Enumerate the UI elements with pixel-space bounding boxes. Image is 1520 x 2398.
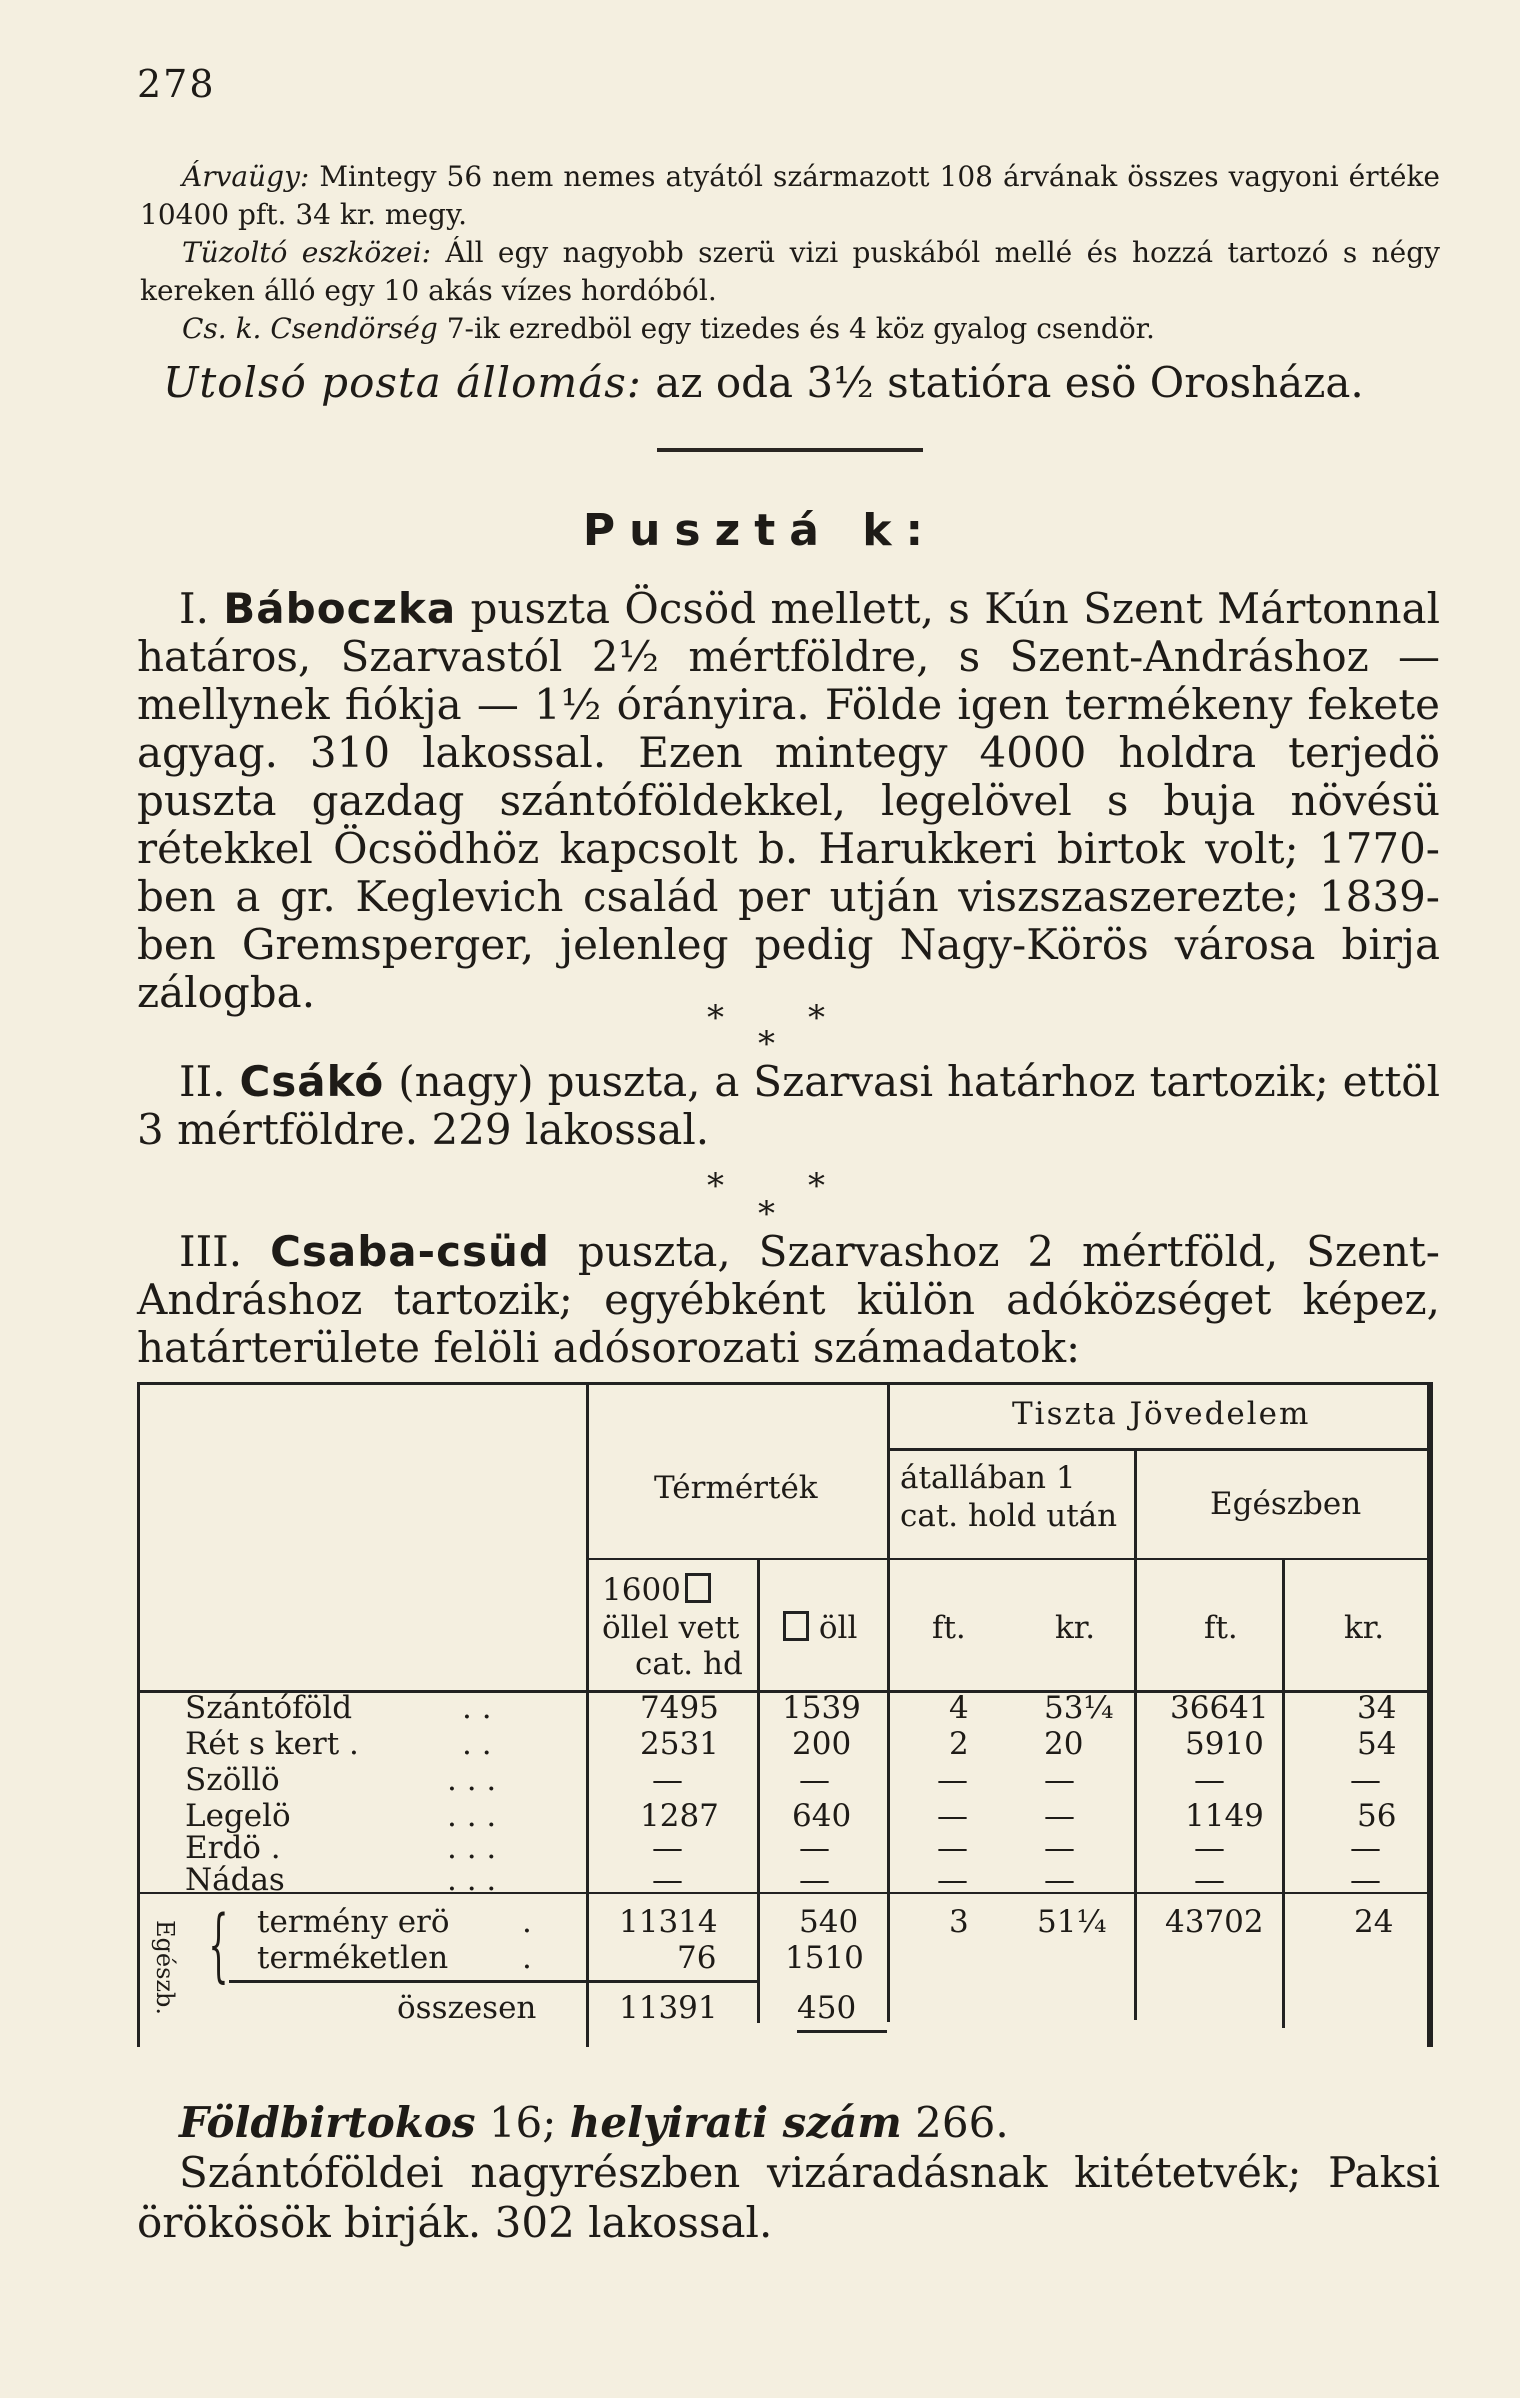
tiszta-underline bbox=[887, 1448, 1427, 1451]
header-oll: öll bbox=[779, 1610, 857, 1646]
cell-value: — bbox=[1044, 1798, 1075, 1834]
entry-1-number: I. bbox=[179, 584, 224, 633]
cell-value: 36641 bbox=[1170, 1690, 1269, 1726]
cell-value: — bbox=[937, 1798, 968, 1834]
statistics-table bbox=[137, 1360, 1433, 2080]
termeketlen-label: terméketlen bbox=[257, 1940, 449, 1976]
cell-value: — bbox=[1194, 1830, 1225, 1866]
sum-rule bbox=[229, 1980, 759, 1983]
utolso-frac: ½ bbox=[833, 358, 874, 407]
row-label: Szántóföld bbox=[185, 1690, 353, 1726]
helyirat-value: 266. bbox=[901, 2098, 1009, 2147]
entry-2-text: (nagy) puszta, a Szarvasi határhoz tartozik; ettöl 3 mértföldre. 229 lakossal. bbox=[137, 1057, 1441, 1154]
cell-value: 7495 bbox=[640, 1690, 719, 1726]
cell-value: 2 bbox=[949, 1726, 969, 1762]
asterisk-1: * bbox=[707, 998, 724, 1038]
cell-value: — bbox=[1350, 1762, 1381, 1798]
csendor-label: Cs. k. Csendörség bbox=[182, 312, 438, 345]
cell-value: — bbox=[1044, 1762, 1075, 1798]
header-tiszta: Tiszta Jövedelem bbox=[1012, 1396, 1311, 1432]
section-heading: Pusztá k: bbox=[582, 505, 938, 556]
entry-3-text: puszta, Szarvashoz 2 mértföld, Szent-Andráshoz tartozik; egyébként külön adóközséget képez, határterülete felöli adósorozati számadatok: bbox=[137, 1227, 1440, 1372]
asterisk-4: * bbox=[707, 1166, 724, 1206]
header-mid-rule bbox=[586, 1558, 1427, 1560]
tuzolto-paragraph bbox=[140, 234, 1440, 310]
table-top-rule bbox=[137, 1382, 1433, 1385]
cell-value: 20 bbox=[1044, 1726, 1084, 1762]
asterisk-3: * bbox=[758, 1024, 775, 1064]
row-dot: . bbox=[522, 1940, 532, 1976]
col-divider-2 bbox=[757, 1558, 760, 2023]
row-label: Nádas bbox=[185, 1862, 285, 1898]
cell-value: 1287 bbox=[640, 1798, 719, 1834]
utolso-text-a: az oda 3 bbox=[641, 358, 834, 407]
table-right-border bbox=[1427, 1382, 1433, 2047]
entry-3-name: Csaba-csüd bbox=[270, 1227, 550, 1276]
header-ft-1: ft. bbox=[932, 1610, 966, 1646]
col-divider-4 bbox=[1134, 1448, 1137, 2020]
cell-value: — bbox=[937, 1862, 968, 1898]
cell-value: 200 bbox=[792, 1726, 852, 1762]
tuzolto-label: Tüzoltó eszközei: bbox=[182, 236, 431, 269]
header-egeszben: Egészben bbox=[1210, 1486, 1362, 1522]
row-dot: . bbox=[522, 1904, 532, 1940]
row-dots: . . . bbox=[447, 1798, 497, 1834]
col-divider-1 bbox=[586, 1382, 589, 2047]
cell-value: 2531 bbox=[640, 1726, 719, 1762]
cell-value: — bbox=[937, 1762, 968, 1798]
cell-value: — bbox=[652, 1830, 683, 1866]
header-kr-2: kr. bbox=[1344, 1610, 1385, 1646]
utolso-text-b: statióra esö Orosháza. bbox=[873, 358, 1364, 407]
row-label: Rét s kert . bbox=[185, 1726, 359, 1762]
termeketlen-c1: 76 bbox=[677, 1940, 717, 1976]
col-divider-3 bbox=[887, 1382, 890, 2022]
header-atlag-1: átallában 1 bbox=[900, 1460, 1076, 1496]
body-bottom-rule bbox=[137, 1892, 1433, 1894]
cell-value: — bbox=[1350, 1862, 1381, 1898]
cell-value: — bbox=[1044, 1862, 1075, 1898]
cell-value: 56 bbox=[1357, 1798, 1397, 1834]
row-dots: . . . bbox=[447, 1762, 497, 1798]
szantofoldei-paragraph: Szántóföldei nagyrészben vizáradásnak kitétetvék; Paksi örökösök birják. 302 lakossal. bbox=[137, 2148, 1440, 2247]
csendor-paragraph bbox=[140, 310, 1440, 348]
page-number: 278 bbox=[137, 62, 216, 106]
table-left-border bbox=[137, 1382, 140, 2047]
arva-paragraph bbox=[140, 158, 1440, 234]
termeny-c3: 3 bbox=[949, 1904, 969, 1940]
row-dots: . . bbox=[462, 1726, 492, 1762]
cell-value: — bbox=[1350, 1830, 1381, 1866]
utolso-label: Utolsó posta állomás: bbox=[163, 358, 642, 407]
entry-baboczka bbox=[137, 585, 1440, 1017]
entry-1-name: Báboczka bbox=[223, 584, 457, 633]
cell-value: — bbox=[799, 1830, 830, 1866]
header-kr-1: kr. bbox=[1055, 1610, 1096, 1646]
osszesen-label: összesen bbox=[397, 1990, 537, 2026]
header-ollel-vett: öllel vett bbox=[602, 1610, 740, 1646]
osszesen-c1: 11391 bbox=[619, 1990, 718, 2026]
header-ft-2: ft. bbox=[1204, 1610, 1238, 1646]
section-divider bbox=[657, 448, 923, 452]
side-label-egeszb: Egészb. bbox=[151, 1920, 179, 2016]
asterisk-5: * bbox=[808, 1166, 825, 1206]
row-dots: . . . bbox=[447, 1862, 497, 1898]
cell-value: 34 bbox=[1357, 1690, 1397, 1726]
header-atlag-2: cat. hold után bbox=[900, 1498, 1118, 1534]
header-1600: 1600 bbox=[602, 1572, 711, 1608]
arva-label: Árvaügy: bbox=[182, 160, 310, 193]
cell-value: — bbox=[1194, 1862, 1225, 1898]
cell-value: 53¼ bbox=[1044, 1690, 1114, 1726]
cell-value: — bbox=[1044, 1830, 1075, 1866]
asterisk-2: * bbox=[808, 998, 825, 1038]
row-dots: . . . bbox=[447, 1830, 497, 1866]
entry-2-name: Csákó bbox=[239, 1057, 385, 1106]
cell-value: 5910 bbox=[1185, 1726, 1264, 1762]
fold-label: Földbirtokos bbox=[179, 2098, 476, 2147]
cell-value: — bbox=[799, 1762, 830, 1798]
square-icon bbox=[783, 1611, 809, 1641]
arva-text: Mintegy 56 nem nemes atyától származott 108 árvának összes vagyoni értéke 10400 pft. 34 kr. megy. bbox=[140, 160, 1440, 231]
entry-1-text: puszta Öcsöd mellett, s Kún Szent Mártonnal határos, Szarvastól 2½ mértföldre, s Szent-Andráshoz — mellynek fiókja — 1½ órányira. Földe igen termékeny fekete agyag. 310 lakossal. Ezen mintegy 4000 holdra terjedö puszta gazdag szántóföldekkel, legelövel s buja növésü rétekkel Öcsödhöz kapcsolt b. Harukkeri birtok volt; 1770-ben a gr. Keglevich család per utján viszszaszerezte; 1839-ben Gremsperger, jelenleg pedig Nagy-Körös városa birja zálogba. bbox=[137, 584, 1441, 1017]
row-label: Erdö . bbox=[185, 1830, 281, 1866]
osszesen-c2: 450 bbox=[797, 1990, 857, 2026]
cell-value: 1539 bbox=[782, 1690, 861, 1726]
osszesen-underline bbox=[797, 2030, 887, 2033]
asterisk-6: * bbox=[758, 1194, 775, 1234]
cell-value: — bbox=[937, 1830, 968, 1866]
brace-icon: { bbox=[208, 1898, 229, 1991]
header-cat-hd: cat. hd bbox=[635, 1646, 743, 1682]
cell-value: 54 bbox=[1357, 1726, 1397, 1762]
termeketlen-c2: 1510 bbox=[785, 1940, 864, 1976]
cell-value: — bbox=[652, 1762, 683, 1798]
entry-3-number: III. bbox=[179, 1227, 271, 1276]
termeny-c1: 11314 bbox=[619, 1904, 718, 1940]
cell-value: — bbox=[1194, 1762, 1225, 1798]
cell-value: — bbox=[799, 1862, 830, 1898]
col-divider-5 bbox=[1282, 1558, 1285, 2028]
termeny-label: termény erö bbox=[257, 1904, 450, 1940]
cell-value: 1149 bbox=[1185, 1798, 1264, 1834]
termeny-c5: 43702 bbox=[1165, 1904, 1264, 1940]
termeny-c2: 540 bbox=[799, 1904, 859, 1940]
tuzolto-text: Áll egy nagyobb szerü vizi puskából mellé és hozzá tartozó s négy kereken álló egy 10 akás vízes hordóból. bbox=[140, 236, 1440, 307]
termeny-c6: 24 bbox=[1354, 1904, 1394, 1940]
entry-csaba-csud bbox=[137, 1228, 1440, 1372]
termeny-c4: 51¼ bbox=[1037, 1904, 1107, 1940]
csendor-text: 7-ik ezredböl egy tizedes és 4 köz gyalog csendör. bbox=[437, 312, 1155, 345]
utolso-posta-line bbox=[163, 358, 1364, 408]
square-icon bbox=[685, 1573, 711, 1603]
entry-csako bbox=[137, 1058, 1440, 1154]
fold-value: 16; bbox=[475, 2098, 570, 2147]
row-label: Szöllö bbox=[185, 1762, 280, 1798]
helyirat-label: helyirati szám bbox=[569, 2098, 902, 2147]
cell-value: 4 bbox=[949, 1690, 969, 1726]
cell-value: 640 bbox=[792, 1798, 852, 1834]
row-label: Legelö bbox=[185, 1798, 291, 1834]
entry-2-number: II. bbox=[179, 1057, 240, 1106]
foldbirtokos-paragraph bbox=[137, 2098, 1440, 2148]
header-termertek: Térmérték bbox=[654, 1470, 818, 1506]
cell-value: — bbox=[652, 1862, 683, 1898]
row-dots: . . bbox=[462, 1690, 492, 1726]
